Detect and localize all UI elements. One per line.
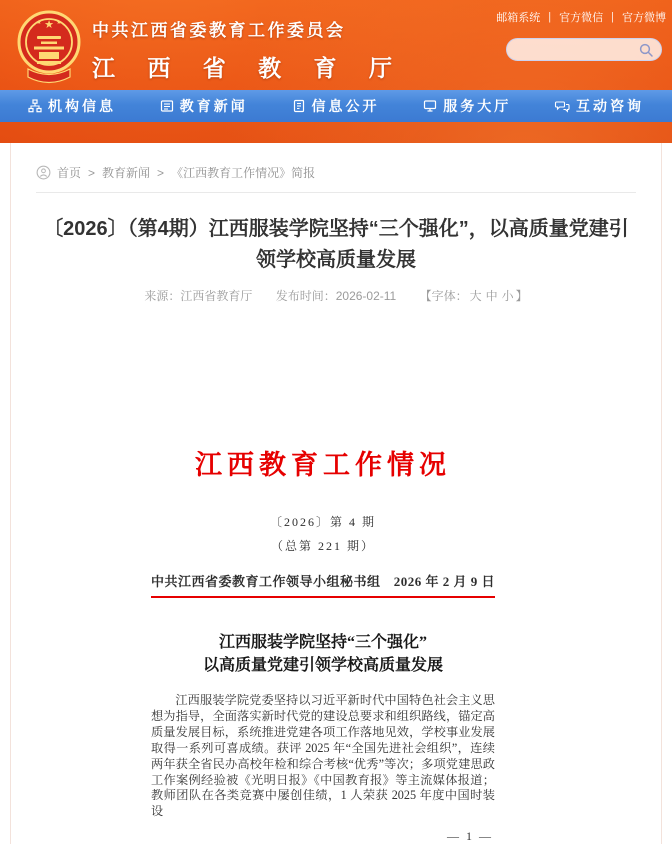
link-separator: | <box>611 11 614 23</box>
nav-label: 互动咨询 <box>576 98 644 114</box>
page-content <box>10 143 662 844</box>
bulletin-body-paragraph: 江西服装学院党委坚持以习近平新时代中国特色社会主义思想为指导，全面落实新时代党的建设总要求和组织路线，锚定高质量发展目标，系统推进党建各项工作落地见效，学校事业发展取得一系列可喜成绩。获评 2025 年“全国先进社会组织”，连续两年获全省民办高校年检和综合考核“优秀”等次；多项党建思政工作案例经验被《光明日报》《中国教育报》等主流媒体报道；教师团队在各类竞赛中屡创佳绩，1 人荣获 2025 年度中国时装设 <box>151 693 495 819</box>
link-separator: | <box>548 11 552 23</box>
svg-text:★: ★ <box>36 20 42 26</box>
bulletin-date: 2026 年 2 月 9 日 <box>393 574 495 589</box>
breadcrumb-current-page: 《江西教育工作情况》简报 <box>171 166 316 180</box>
breadcrumb-education-news[interactable]: 教育新闻 <box>102 166 151 180</box>
nav-label: 机构信息 <box>48 98 116 114</box>
header-top-links <box>496 9 666 25</box>
national-emblem-icon <box>16 9 82 87</box>
svg-text:★: ★ <box>56 20 62 26</box>
official-weibo-link[interactable]: 官方微博 <box>622 12 666 24</box>
heading-line-1: 江西服装学院坚持“三个强化” <box>218 634 427 651</box>
bulletin-issuer-row <box>151 571 495 598</box>
nav-item-service-hall[interactable] <box>423 96 511 116</box>
official-wechat-link[interactable]: 官方微信 <box>559 12 604 24</box>
publish-label: 发布时间： <box>275 289 336 303</box>
nav-item-info-disclosure[interactable] <box>292 96 380 116</box>
bulletin-masthead: 江西教育工作情况 <box>195 450 451 480</box>
bulletin-issuer: 中共江西省委教育工作领导小组秘书组 <box>151 574 381 589</box>
source-value: 江西省教育厅 <box>180 289 253 303</box>
monitor-icon <box>423 99 437 113</box>
nav-label: 教育新闻 <box>179 98 248 114</box>
font-size-large-button[interactable]: 大 <box>469 289 482 303</box>
breadcrumb-separator: > <box>157 165 165 180</box>
breadcrumb-divider <box>36 192 636 193</box>
search-icon[interactable] <box>639 43 653 57</box>
article-publish-time <box>276 289 397 303</box>
breadcrumb <box>11 143 661 181</box>
department-title: 江 西 省 教 育 厅 <box>92 55 405 81</box>
site-header <box>0 0 672 143</box>
font-label-close: 】 <box>515 289 528 303</box>
nav-item-education-news[interactable] <box>160 96 248 116</box>
bulletin-document <box>151 443 495 844</box>
mail-system-link[interactable]: 邮箱系统 <box>496 12 541 24</box>
bulletin-page-number: — 1 — <box>447 829 493 844</box>
article-meta <box>11 287 661 304</box>
committee-title: 中共江西省委教育工作委员会 <box>92 21 346 40</box>
bulletin-total-number: （总第 221 期） <box>270 539 375 553</box>
heading-line-2: 以高质量党建引领学校高质量发展 <box>202 657 443 674</box>
font-size-medium-button[interactable]: 中 <box>485 289 498 303</box>
source-label: 来源： <box>144 289 181 303</box>
article-title: 〔2026〕（第4期）江西服装学院坚持“三个强化”，以高质量党建引领学校高质量发展 <box>43 218 629 271</box>
nav-label: 服务大厅 <box>443 98 512 114</box>
font-size-small-button[interactable]: 小 <box>501 289 514 303</box>
font-size-control <box>420 289 528 303</box>
chat-icon <box>555 99 570 113</box>
main-nav <box>0 90 672 122</box>
site-titles <box>92 16 405 83</box>
sitemap-icon <box>28 99 42 113</box>
svg-text:★: ★ <box>44 19 54 31</box>
nav-item-interactive-consult[interactable] <box>555 96 644 116</box>
nav-label: 信息公开 <box>311 98 380 114</box>
bulletin-article-heading <box>151 631 495 677</box>
breadcrumb-home[interactable]: 首页 <box>57 166 82 180</box>
article-source <box>144 289 252 303</box>
location-user-icon <box>36 165 51 180</box>
font-label-open: 【字体： <box>419 289 468 303</box>
news-icon <box>160 99 174 113</box>
breadcrumb-separator: > <box>88 165 96 180</box>
search-input[interactable] <box>506 38 662 61</box>
document-icon <box>292 99 306 113</box>
nav-item-org-info[interactable] <box>28 96 116 116</box>
bulletin-issue-number: 〔2026〕第 4 期 <box>269 515 376 529</box>
publish-value: 2026-02-11 <box>335 289 397 303</box>
